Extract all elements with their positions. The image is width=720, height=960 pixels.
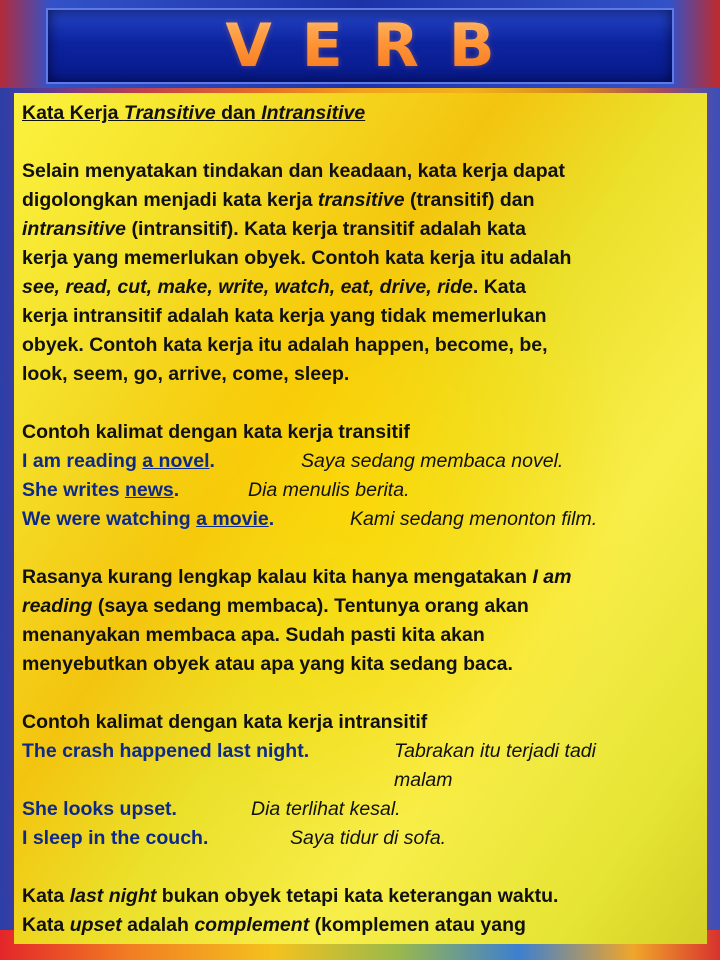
text-line: reading (saya sedang membaca). Tentunya orang akan xyxy=(22,595,529,617)
banner-title: VERB xyxy=(195,11,524,81)
closing-paragraph xyxy=(22,882,707,940)
text-line: kerja intransitif adalah kata kerja yang tidak memerlukan xyxy=(22,305,547,327)
text-line: menyebutkan obyek atau apa yang kita sedang baca. xyxy=(22,653,513,675)
example-row: I am reading a novel. Saya sedang membaca novel. xyxy=(22,447,707,476)
example-row: She writes news. Dia menulis berita. xyxy=(22,476,707,505)
title-banner-panel xyxy=(46,8,674,84)
text-line: intransitive (intransitif). Kata kerja transitif adalah kata xyxy=(22,218,526,240)
intransitive-examples xyxy=(22,708,707,853)
text-line: kerja yang memerlukan obyek. Contoh kata kerja itu adalah xyxy=(22,247,572,269)
examples-heading: Contoh kalimat dengan kata kerja intransitif xyxy=(22,711,428,733)
intro-paragraph xyxy=(22,157,707,389)
example-translation: Saya tidur di sofa. xyxy=(290,827,447,849)
example-row: The crash happened last night. Tabrakan itu terjadi tadi malam xyxy=(22,737,707,795)
text-line: digolongkan menjadi kata kerja transitive (transitif) dan xyxy=(22,189,535,211)
text-line: Kata last night bukan obyek tetapi kata keterangan waktu. xyxy=(22,885,559,907)
section-heading: Kata Kerja Transitive dan Intransitive xyxy=(22,102,366,124)
example-translation: Kami sedang menonton film. xyxy=(350,508,598,530)
examples-heading: Contoh kalimat dengan kata kerja transitif xyxy=(22,421,410,443)
text-line: Rasanya kurang lengkap kalau kita hanya mengatakan I am xyxy=(22,566,572,588)
text-line: Selain menyatakan tindakan dan keadaan, kata kerja dapat xyxy=(22,160,565,182)
text-line: see, read, cut, make, write, watch, eat, drive, ride. Kata xyxy=(22,276,526,298)
content-panel xyxy=(14,93,707,944)
example-row: She looks upset. Dia terlihat kesal. xyxy=(22,795,707,824)
example-translation: Tabrakan itu terjadi tadi malam xyxy=(394,740,596,791)
text-line: obyek. Contoh kata kerja itu adalah happen, become, be, xyxy=(22,334,548,356)
example-row: We were watching a movie. Kami sedang menonton film. xyxy=(22,505,707,534)
text-line: Kata upset adalah complement (komplemen atau yang xyxy=(22,914,526,936)
example-row: I sleep in the couch. Saya tidur di sofa. xyxy=(22,824,707,853)
transitive-examples xyxy=(22,418,707,534)
example-translation: Dia terlihat kesal. xyxy=(251,798,401,820)
example-translation: Dia menulis berita. xyxy=(248,479,410,501)
example-translation: Saya sedang membaca novel. xyxy=(301,450,564,472)
text-line: menanyakan membaca apa. Sudah pasti kita akan xyxy=(22,624,485,646)
text-line: look, seem, go, arrive, come, sleep. xyxy=(22,363,350,385)
title-banner xyxy=(0,0,720,88)
explanation-paragraph xyxy=(22,563,707,679)
